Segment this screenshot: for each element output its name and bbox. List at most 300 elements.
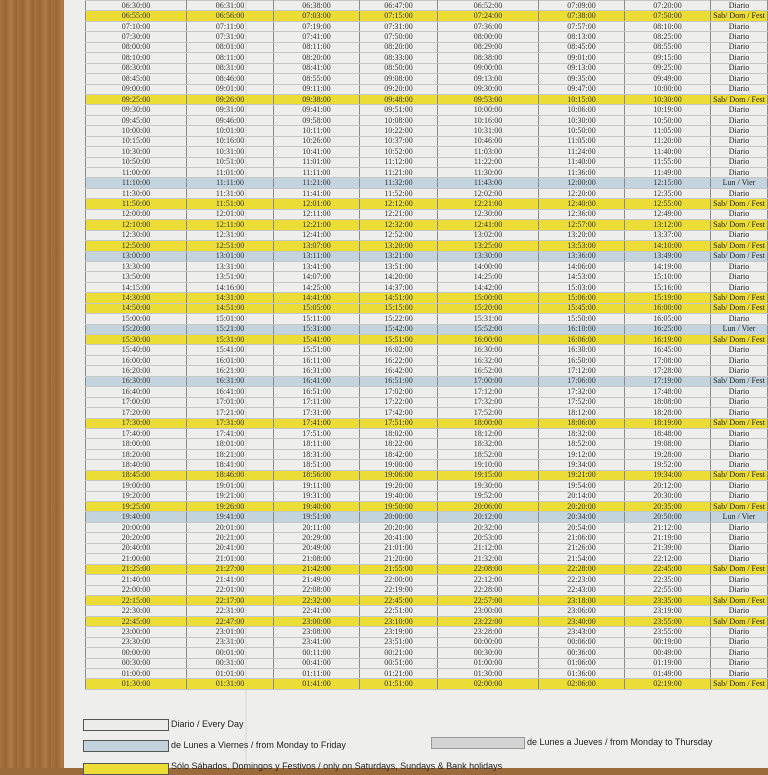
departure-time-cell: 22:45:00 <box>625 564 711 574</box>
departure-time-cell: 13:02:00 <box>438 230 539 240</box>
departure-time-cell: 13:36:00 <box>539 251 625 261</box>
departure-time-cell: 17:41:00 <box>274 418 360 428</box>
departure-time-cell: 00:11:00 <box>274 648 360 658</box>
departure-time-cell: 09:58:00 <box>274 115 360 125</box>
departure-time-cell: 07:31:00 <box>187 32 274 42</box>
departure-time-cell: 15:19:00 <box>625 293 711 303</box>
departure-time-cell: 20:41:00 <box>360 533 438 543</box>
departure-time-cell: 08:31:00 <box>187 63 274 73</box>
departure-time-cell: 15:03:00 <box>539 282 625 292</box>
timetable-row <box>86 418 768 428</box>
service-days-cell: Sab/ Dom / Fest <box>711 335 768 345</box>
legend-mon-fri: de Lunes a Viernes / from Monday to Friday <box>171 740 346 750</box>
departure-time-cell: 12:11:00 <box>274 209 360 219</box>
timetable-row <box>86 491 768 501</box>
departure-time-cell: 13:30:00 <box>86 261 187 271</box>
departure-time-cell: 12:55:00 <box>625 199 711 209</box>
departure-time-cell: 23:41:00 <box>274 637 360 647</box>
legend-swatch-every-day <box>83 719 169 731</box>
departure-time-cell: 21:01:00 <box>360 543 438 553</box>
departure-time-cell: 17:21:00 <box>187 408 274 418</box>
departure-time-cell: 15:30:00 <box>86 335 187 345</box>
departure-time-cell: 19:51:00 <box>274 512 360 522</box>
departure-time-cell: 15:20:00 <box>438 303 539 313</box>
departure-time-cell: 22:47:00 <box>187 616 274 626</box>
departure-time-cell: 19:54:00 <box>539 481 625 491</box>
timetable-row <box>86 460 768 470</box>
departure-time-cell: 20:12:00 <box>438 512 539 522</box>
departure-time-cell: 23:19:00 <box>625 606 711 616</box>
departure-time-cell: 21:39:00 <box>625 543 711 553</box>
departure-time-cell: 09:15:00 <box>625 53 711 63</box>
timetable-row <box>86 230 768 240</box>
departure-time-cell: 22:28:00 <box>438 585 539 595</box>
timetable-row <box>86 366 768 376</box>
departure-time-cell: 01:00:00 <box>86 669 187 679</box>
departure-time-cell: 22:15:00 <box>86 595 187 605</box>
timetable-row <box>86 595 768 605</box>
timetable-row <box>86 669 768 679</box>
departure-time-cell: 11:20:00 <box>625 136 711 146</box>
departure-time-cell: 09:30:00 <box>86 105 187 115</box>
departure-time-cell: 20:30:00 <box>625 491 711 501</box>
timetable-row <box>86 272 768 282</box>
departure-time-cell: 21:49:00 <box>274 575 360 585</box>
departure-time-cell: 08:00:00 <box>438 32 539 42</box>
departure-time-cell: 13:07:00 <box>274 241 360 251</box>
departure-time-cell: 13:31:00 <box>187 261 274 271</box>
service-days-cell: Sab/ Dom / Fest <box>711 418 768 428</box>
departure-time-cell: 12:20:00 <box>539 188 625 198</box>
departure-time-cell: 17:51:00 <box>360 418 438 428</box>
departure-time-cell: 07:41:00 <box>274 32 360 42</box>
departure-time-cell: 18:45:00 <box>86 470 187 480</box>
departure-time-cell: 22:12:00 <box>625 554 711 564</box>
departure-time-cell: 15:21:00 <box>187 324 274 334</box>
departure-time-cell: 12:21:00 <box>438 199 539 209</box>
departure-time-cell: 12:00:00 <box>539 178 625 188</box>
departure-time-cell: 16:00:00 <box>625 303 711 313</box>
departure-time-cell: 09:38:00 <box>274 94 360 104</box>
departure-time-cell: 18:12:00 <box>539 408 625 418</box>
timetable-row <box>86 220 768 230</box>
departure-time-cell: 16:32:00 <box>438 355 539 365</box>
timetable-row <box>86 178 768 188</box>
departure-time-cell: 17:42:00 <box>360 408 438 418</box>
departure-time-cell: 17:00:00 <box>438 376 539 386</box>
timetable-row <box>86 658 768 668</box>
departure-time-cell: 13:51:00 <box>187 272 274 282</box>
departure-time-cell: 20:11:00 <box>274 522 360 532</box>
departure-time-cell: 15:20:00 <box>86 324 187 334</box>
departure-time-cell: 22:30:00 <box>86 606 187 616</box>
departure-time-cell: 16:06:00 <box>539 335 625 345</box>
departure-time-cell: 11:40:00 <box>539 157 625 167</box>
service-days-cell: Sab/ Dom / Fest <box>711 199 768 209</box>
departure-time-cell: 11:31:00 <box>187 188 274 198</box>
departure-time-cell: 22:35:00 <box>625 575 711 585</box>
departure-time-cell: 14:19:00 <box>625 261 711 271</box>
departure-time-cell: 18:52:00 <box>539 439 625 449</box>
departure-time-cell: 17:08:00 <box>625 355 711 365</box>
service-days-cell: Diario <box>711 1 768 11</box>
service-days-cell: Diario <box>711 136 768 146</box>
service-days-cell: Diario <box>711 428 768 438</box>
service-days-cell: Diario <box>711 522 768 532</box>
timetable-row <box>86 345 768 355</box>
departure-time-cell: 12:21:00 <box>360 209 438 219</box>
departure-time-cell: 08:46:00 <box>187 74 274 84</box>
departure-time-cell: 23:06:00 <box>539 606 625 616</box>
departure-time-cell: 15:50:00 <box>539 314 625 324</box>
departure-time-cell: 10:50:00 <box>539 126 625 136</box>
departure-time-cell: 01:51:00 <box>360 679 438 689</box>
departure-time-cell: 12:10:00 <box>86 220 187 230</box>
timetable-row <box>86 241 768 251</box>
departure-time-cell: 07:57:00 <box>539 21 625 31</box>
departure-time-cell: 21:00:00 <box>86 554 187 564</box>
departure-time-cell: 11:00:00 <box>86 168 187 178</box>
departure-time-cell: 09:26:00 <box>187 94 274 104</box>
service-days-cell: Sab/ Dom / Fest <box>711 293 768 303</box>
departure-time-cell: 19:21:00 <box>539 470 625 480</box>
departure-time-cell: 17:19:00 <box>625 376 711 386</box>
service-days-cell: Sab/ Dom / Fest <box>711 303 768 313</box>
timetable-row <box>86 522 768 532</box>
departure-time-cell: 20:20:00 <box>86 533 187 543</box>
departure-time-cell: 12:31:00 <box>187 230 274 240</box>
departure-time-cell: 09:25:00 <box>625 63 711 73</box>
departure-time-cell: 10:31:00 <box>187 147 274 157</box>
departure-time-cell: 13:20:00 <box>360 241 438 251</box>
timetable-row <box>86 335 768 345</box>
departure-time-cell: 16:02:00 <box>360 345 438 355</box>
departure-time-cell: 00:01:00 <box>187 648 274 658</box>
departure-time-cell: 19:25:00 <box>86 502 187 512</box>
departure-time-cell: 01:30:00 <box>86 679 187 689</box>
departure-time-cell: 22:45:00 <box>86 616 187 626</box>
departure-time-cell: 20:21:00 <box>187 533 274 543</box>
departure-time-cell: 18:01:00 <box>187 439 274 449</box>
departure-time-cell: 15:10:00 <box>625 272 711 282</box>
service-days-cell: Sab/ Dom / Fest <box>711 94 768 104</box>
departure-time-cell: 23:19:00 <box>360 627 438 637</box>
departure-time-cell: 16:42:00 <box>360 366 438 376</box>
timetable-row <box>86 324 768 334</box>
departure-time-cell: 09:01:00 <box>187 84 274 94</box>
departure-time-cell: 14:25:00 <box>274 282 360 292</box>
departure-time-cell: 19:21:00 <box>187 491 274 501</box>
departure-time-cell: 09:20:00 <box>360 84 438 94</box>
departure-time-cell: 11:21:00 <box>274 178 360 188</box>
legend-mon-thu: de Lunes a Jueves / from Monday to Thursday <box>527 737 713 747</box>
departure-time-cell: 12:51:00 <box>187 241 274 251</box>
departure-time-cell: 19:00:00 <box>86 481 187 491</box>
timetable-row <box>86 355 768 365</box>
departure-time-cell: 18:11:00 <box>274 439 360 449</box>
departure-time-cell: 10:01:00 <box>187 126 274 136</box>
timetable-row <box>86 126 768 136</box>
timetable-row <box>86 74 768 84</box>
departure-time-cell: 16:52:00 <box>438 366 539 376</box>
departure-time-cell: 17:52:00 <box>438 408 539 418</box>
service-days-cell: Diario <box>711 74 768 84</box>
departure-time-cell: 15:16:00 <box>625 282 711 292</box>
departure-time-cell: 12:30:00 <box>438 209 539 219</box>
departure-time-cell: 08:55:00 <box>625 42 711 52</box>
departure-time-cell: 00:00:00 <box>438 637 539 647</box>
timetable-row <box>86 188 768 198</box>
departure-time-cell: 15:31:00 <box>274 324 360 334</box>
departure-time-cell: 20:50:00 <box>625 512 711 522</box>
departure-time-cell: 10:08:00 <box>360 115 438 125</box>
departure-time-cell: 08:41:00 <box>274 63 360 73</box>
service-days-cell: Lun / Vier <box>711 512 768 522</box>
departure-time-cell: 08:55:00 <box>274 74 360 84</box>
departure-time-cell: 19:41:00 <box>187 512 274 522</box>
service-days-cell: Sab/ Dom / Fest <box>711 564 768 574</box>
departure-time-cell: 16:21:00 <box>187 366 274 376</box>
departure-time-cell: 01:19:00 <box>625 658 711 668</box>
departure-time-cell: 07:11:00 <box>187 21 274 31</box>
departure-time-cell: 09:25:00 <box>86 94 187 104</box>
departure-time-cell: 15:00:00 <box>438 293 539 303</box>
departure-time-cell: 17:31:00 <box>187 418 274 428</box>
timetable-row <box>86 554 768 564</box>
timetable-row <box>86 449 768 459</box>
departure-time-cell: 06:52:00 <box>438 1 539 11</box>
departure-time-cell: 19:28:00 <box>625 449 711 459</box>
departure-time-cell: 16:31:00 <box>187 376 274 386</box>
departure-time-cell: 17:40:00 <box>86 428 187 438</box>
departure-time-cell: 16:45:00 <box>625 345 711 355</box>
timetable-row <box>86 293 768 303</box>
departure-time-cell: 18:02:00 <box>360 428 438 438</box>
departure-time-cell: 08:10:00 <box>86 53 187 63</box>
service-days-cell: Sab/ Dom / Fest <box>711 241 768 251</box>
departure-time-cell: 19:01:00 <box>187 481 274 491</box>
legend-swatch-weekend <box>83 763 169 775</box>
departure-time-cell: 09:35:00 <box>539 74 625 84</box>
departure-time-cell: 22:55:00 <box>625 585 711 595</box>
departure-time-cell: 10:16:00 <box>438 115 539 125</box>
service-days-cell: Diario <box>711 115 768 125</box>
legend-swatch-mon-thu <box>431 737 525 749</box>
departure-time-cell: 21:12:00 <box>625 522 711 532</box>
departure-time-cell: 15:45:00 <box>539 303 625 313</box>
departure-time-cell: 11:01:00 <box>187 168 274 178</box>
timetable-row <box>86 199 768 209</box>
timetable-row <box>86 147 768 157</box>
departure-time-cell: 18:19:00 <box>625 418 711 428</box>
departure-time-cell: 14:10:00 <box>625 241 711 251</box>
departure-time-cell: 09:48:00 <box>360 94 438 104</box>
departure-time-cell: 19:40:00 <box>86 512 187 522</box>
departure-time-cell: 18:32:00 <box>438 439 539 449</box>
departure-time-cell: 18:00:00 <box>86 439 187 449</box>
departure-time-cell: 15:52:00 <box>438 324 539 334</box>
departure-time-cell: 00:51:00 <box>360 658 438 668</box>
departure-time-cell: 13:53:00 <box>539 241 625 251</box>
departure-time-cell: 14:25:00 <box>438 272 539 282</box>
departure-time-cell: 01:49:00 <box>625 669 711 679</box>
departure-time-cell: 19:26:00 <box>187 502 274 512</box>
departure-time-cell: 08:00:00 <box>86 42 187 52</box>
departure-time-cell: 12:30:00 <box>86 230 187 240</box>
timetable-row <box>86 21 768 31</box>
timetable-row <box>86 209 768 219</box>
departure-time-cell: 01:41:00 <box>274 679 360 689</box>
departure-time-cell: 12:41:00 <box>274 230 360 240</box>
departure-time-cell: 15:31:00 <box>438 314 539 324</box>
departure-time-cell: 18:08:00 <box>625 397 711 407</box>
departure-time-cell: 19:30:00 <box>438 481 539 491</box>
departure-time-cell: 12:49:00 <box>625 209 711 219</box>
departure-time-cell: 08:11:00 <box>274 42 360 52</box>
departure-time-cell: 14:06:00 <box>539 261 625 271</box>
departure-time-cell: 17:32:00 <box>539 387 625 397</box>
departure-time-cell: 23:31:00 <box>187 637 274 647</box>
departure-time-cell: 21:12:00 <box>438 543 539 553</box>
timetable <box>85 0 768 690</box>
departure-time-cell: 09:47:00 <box>539 84 625 94</box>
departure-time-cell: 11:11:00 <box>187 178 274 188</box>
departure-time-cell: 18:20:00 <box>86 449 187 459</box>
departure-time-cell: 16:41:00 <box>274 376 360 386</box>
departure-time-cell: 10:30:00 <box>625 94 711 104</box>
service-days-cell: Diario <box>711 387 768 397</box>
departure-time-cell: 21:26:00 <box>539 543 625 553</box>
service-days-cell: Diario <box>711 637 768 647</box>
departure-time-cell: 18:41:00 <box>187 460 274 470</box>
departure-time-cell: 15:15:00 <box>360 303 438 313</box>
departure-time-cell: 07:50:00 <box>625 11 711 21</box>
departure-time-cell: 10:30:00 <box>86 147 187 157</box>
departure-time-cell: 06:30:00 <box>86 1 187 11</box>
departure-time-cell: 07:09:00 <box>539 1 625 11</box>
departure-time-cell: 21:20:00 <box>360 554 438 564</box>
departure-time-cell: 07:03:00 <box>274 11 360 21</box>
departure-time-cell: 21:40:00 <box>86 575 187 585</box>
timetable-row <box>86 168 768 178</box>
departure-time-cell: 00:31:00 <box>187 658 274 668</box>
departure-time-cell: 20:06:00 <box>438 502 539 512</box>
timetable-row <box>86 679 768 689</box>
timetable-row <box>86 84 768 94</box>
departure-time-cell: 11:49:00 <box>625 168 711 178</box>
departure-time-cell: 08:50:00 <box>360 63 438 73</box>
service-days-cell: Diario <box>711 585 768 595</box>
departure-time-cell: 23:00:00 <box>438 606 539 616</box>
departure-time-cell: 07:50:00 <box>360 32 438 42</box>
departure-time-cell: 15:06:00 <box>539 293 625 303</box>
departure-time-cell: 11:12:00 <box>360 157 438 167</box>
departure-time-cell: 20:49:00 <box>274 543 360 553</box>
departure-time-cell: 22:31:00 <box>187 606 274 616</box>
departure-time-cell: 16:50:00 <box>539 355 625 365</box>
timetable-row <box>86 314 768 324</box>
departure-time-cell: 08:13:00 <box>539 32 625 42</box>
departure-time-cell: 23:40:00 <box>539 616 625 626</box>
departure-time-cell: 12:21:00 <box>274 220 360 230</box>
departure-time-cell: 22:57:00 <box>438 595 539 605</box>
departure-time-cell: 20:00:00 <box>86 522 187 532</box>
departure-time-cell: 22:19:00 <box>360 585 438 595</box>
timetable-row <box>86 408 768 418</box>
timetable-row <box>86 115 768 125</box>
timetable-row <box>86 387 768 397</box>
service-days-cell: Diario <box>711 282 768 292</box>
departure-time-cell: 08:01:00 <box>187 42 274 52</box>
departure-time-cell: 00:36:00 <box>539 648 625 658</box>
departure-time-cell: 16:00:00 <box>438 335 539 345</box>
departure-time-cell: 17:52:00 <box>539 397 625 407</box>
departure-time-cell: 19:20:00 <box>86 491 187 501</box>
departure-time-cell: 07:15:00 <box>360 11 438 21</box>
departure-time-cell: 18:06:00 <box>539 418 625 428</box>
departure-time-cell: 10:30:00 <box>539 115 625 125</box>
service-days-cell: Diario <box>711 669 768 679</box>
departure-time-cell: 21:42:00 <box>274 564 360 574</box>
departure-time-cell: 08:11:00 <box>187 53 274 63</box>
departure-time-cell: 07:31:00 <box>360 21 438 31</box>
service-days-cell: Diario <box>711 554 768 564</box>
departure-time-cell: 18:52:00 <box>438 449 539 459</box>
departure-time-cell: 14:00:00 <box>438 261 539 271</box>
departure-time-cell: 13:25:00 <box>438 241 539 251</box>
departure-time-cell: 09:31:00 <box>187 105 274 115</box>
departure-time-cell: 13:11:00 <box>274 251 360 261</box>
service-days-cell: Diario <box>711 147 768 157</box>
departure-time-cell: 00:41:00 <box>274 658 360 668</box>
timetable-row <box>86 470 768 480</box>
departure-time-cell: 08:30:00 <box>86 63 187 73</box>
departure-time-cell: 01:06:00 <box>539 658 625 668</box>
departure-time-cell: 08:29:00 <box>438 42 539 52</box>
departure-time-cell: 12:35:00 <box>625 188 711 198</box>
departure-time-cell: 21:55:00 <box>360 564 438 574</box>
departure-time-cell: 17:02:00 <box>360 387 438 397</box>
timetable-row <box>86 157 768 167</box>
departure-time-cell: 15:01:00 <box>187 314 274 324</box>
departure-time-cell: 12:01:00 <box>187 209 274 219</box>
departure-time-cell: 23:00:00 <box>274 616 360 626</box>
departure-time-cell: 10:16:00 <box>187 136 274 146</box>
departure-time-cell: 22:17:00 <box>187 595 274 605</box>
departure-time-cell: 14:41:00 <box>274 293 360 303</box>
departure-time-cell: 17:01:00 <box>187 397 274 407</box>
departure-time-cell: 07:19:00 <box>274 21 360 31</box>
departure-time-cell: 19:34:00 <box>539 460 625 470</box>
departure-time-cell: 11:03:00 <box>438 147 539 157</box>
departure-time-cell: 16:20:00 <box>86 366 187 376</box>
service-days-cell: Diario <box>711 439 768 449</box>
service-days-cell: Diario <box>711 157 768 167</box>
departure-time-cell: 14:07:00 <box>274 272 360 282</box>
departure-time-cell: 15:22:00 <box>360 314 438 324</box>
service-days-cell: Sab/ Dom / Fest <box>711 502 768 512</box>
timetable-row <box>86 481 768 491</box>
service-days-cell: Diario <box>711 168 768 178</box>
departure-time-cell: 07:36:00 <box>438 21 539 31</box>
departure-time-cell: 14:37:00 <box>360 282 438 292</box>
departure-time-cell: 19:34:00 <box>625 470 711 480</box>
departure-time-cell: 15:51:00 <box>274 345 360 355</box>
departure-time-cell: 08:33:00 <box>360 53 438 63</box>
departure-time-cell: 23:43:00 <box>539 627 625 637</box>
departure-time-cell: 18:12:00 <box>438 428 539 438</box>
service-days-cell: Diario <box>711 84 768 94</box>
